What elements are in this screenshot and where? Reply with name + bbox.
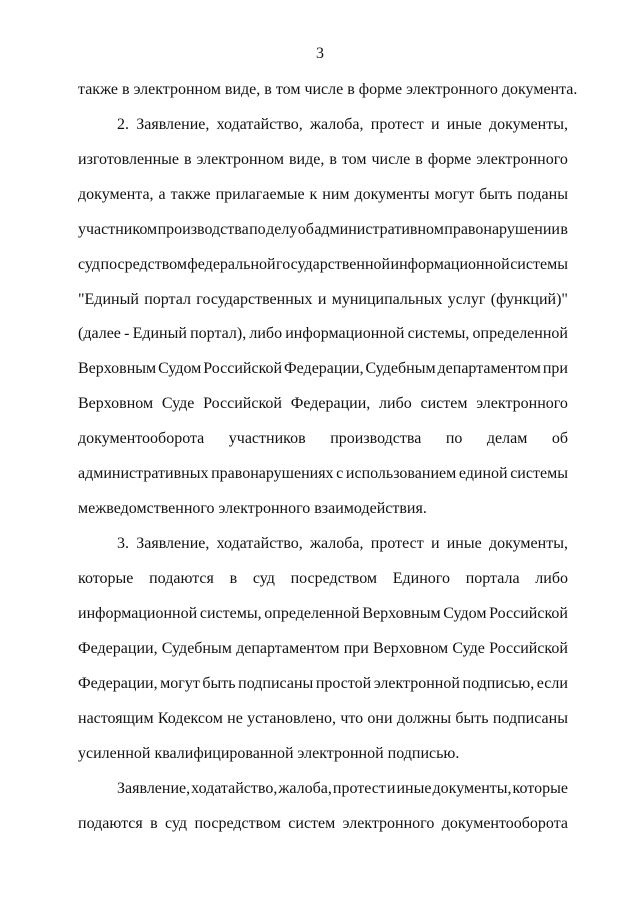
word: участников — [228, 430, 306, 447]
word: и — [430, 535, 440, 552]
word: числе — [371, 151, 411, 168]
word: использованием — [345, 465, 457, 482]
text-line — [78, 464, 568, 484]
word: информационной — [285, 325, 405, 342]
word: системы — [510, 256, 568, 273]
word: что — [340, 710, 364, 727]
word: которые — [512, 780, 568, 797]
word: документа, — [78, 186, 154, 203]
word: либо — [379, 395, 412, 412]
word: Российской — [489, 640, 568, 657]
word: систем — [420, 395, 468, 412]
word: Российской — [203, 395, 282, 412]
word: Единого — [392, 570, 450, 587]
word: правонарушении — [444, 221, 560, 238]
word: могут — [434, 186, 475, 203]
text-line — [117, 115, 568, 135]
word: настоящим — [78, 710, 154, 727]
text-line: также в электронном виде, в том числе в форме электронного документа. — [78, 81, 578, 98]
page-number: 3 — [316, 45, 324, 62]
word: ходатайство, — [191, 780, 278, 797]
word: департаментом — [236, 640, 340, 657]
word: (далее — [78, 325, 121, 342]
word: Судом — [443, 605, 487, 622]
word: суд — [78, 256, 101, 273]
word: информационной — [78, 605, 198, 622]
word: поданы — [517, 186, 568, 203]
word: об — [551, 430, 568, 447]
text-line: межведомственного электронного взаимодействия. — [78, 500, 427, 517]
word: делам — [486, 430, 528, 447]
word: портал), — [190, 325, 247, 342]
word: участником — [78, 221, 158, 238]
word: быть — [202, 675, 236, 692]
text-line — [78, 185, 568, 205]
word: документы, — [488, 116, 568, 133]
word: быть — [479, 186, 513, 203]
text-line — [78, 290, 568, 310]
text-line — [117, 534, 568, 554]
text-line — [78, 814, 568, 834]
word: том — [341, 151, 367, 168]
word: 2. — [117, 116, 129, 133]
word: жалоба, — [278, 780, 332, 797]
word: документы, — [432, 780, 512, 797]
word: виде, — [288, 151, 325, 168]
word: Суде — [452, 640, 485, 657]
word: протест — [332, 780, 386, 797]
word: в — [415, 151, 423, 168]
word: единой — [458, 465, 508, 482]
word: посредством — [194, 815, 281, 832]
word: жалоба, — [310, 116, 364, 133]
text-line — [78, 359, 568, 379]
word: Российской — [203, 360, 283, 377]
word: они — [367, 710, 393, 727]
word: протест — [370, 535, 424, 552]
word: административном — [314, 221, 444, 238]
word: производства — [157, 221, 249, 238]
word: либо — [249, 325, 283, 342]
word: при — [343, 640, 369, 657]
word: форме — [427, 151, 472, 168]
word: систем — [288, 815, 336, 832]
word: Судебным — [161, 640, 232, 657]
word: электронной — [373, 675, 460, 692]
word: простой — [315, 675, 372, 692]
word: должны — [396, 710, 452, 727]
word: Верховным — [362, 605, 441, 622]
word: системы — [510, 465, 568, 482]
word: документы — [354, 186, 430, 203]
word: Судебным — [365, 360, 436, 377]
text-line — [78, 255, 568, 275]
word: портала — [465, 570, 520, 587]
text-line — [78, 429, 568, 449]
text-line — [78, 674, 568, 694]
word: Верховным — [78, 360, 157, 377]
word: в — [150, 815, 158, 832]
word: муниципальных — [331, 291, 443, 308]
word: и — [430, 116, 440, 133]
word: государственной — [276, 256, 391, 273]
word: Российской — [489, 605, 568, 622]
word: и — [386, 780, 396, 797]
word: "Единый — [78, 291, 139, 308]
word: в — [229, 570, 238, 587]
word: не — [227, 710, 243, 727]
text-line — [78, 639, 568, 659]
word: посредством — [100, 256, 187, 273]
text-line — [78, 709, 568, 729]
word: электронного — [342, 815, 435, 832]
word: услуг — [447, 291, 486, 308]
word: быть — [455, 710, 489, 727]
word: Верховном — [373, 640, 449, 657]
word: подаются — [78, 815, 143, 832]
word: Верховном — [78, 395, 154, 412]
word: а — [158, 186, 166, 203]
word: при — [542, 360, 568, 377]
word: в — [560, 221, 568, 238]
word: Федерации, — [284, 360, 364, 377]
text-line — [117, 779, 568, 799]
word: Единый — [132, 325, 187, 342]
word: подписью, — [462, 675, 535, 692]
word: подписаны — [238, 675, 314, 692]
word: суд — [165, 815, 188, 832]
word: могут — [160, 675, 200, 692]
word: протест — [370, 116, 424, 133]
word: к — [309, 186, 318, 203]
text-line — [78, 604, 568, 624]
word: ходатайство, — [216, 116, 303, 133]
word: системы, — [407, 325, 470, 342]
word: определенной — [264, 605, 360, 622]
text-line — [78, 394, 568, 414]
word: федеральной — [187, 256, 276, 273]
word: правонарушениях — [211, 465, 334, 482]
word: системы, — [199, 605, 262, 622]
word: документы, — [488, 535, 568, 552]
word: документооборота — [441, 815, 568, 832]
word: (функций)" — [490, 291, 568, 308]
word: суд — [252, 570, 275, 587]
word: подписаны — [492, 710, 568, 727]
word: Федерации, — [78, 675, 158, 692]
word: информационной — [390, 256, 510, 273]
word: Заявление, — [136, 116, 210, 133]
word: ним — [322, 186, 350, 203]
word: иные — [446, 116, 482, 133]
word: Судом — [158, 360, 202, 377]
word: делу — [266, 221, 298, 238]
word: изготовленные — [78, 151, 180, 168]
word: также — [170, 186, 211, 203]
word: прилагаемые — [215, 186, 305, 203]
word: департаментом — [437, 360, 541, 377]
word: подаются — [149, 570, 214, 587]
word: в — [329, 151, 337, 168]
word: Заявление, — [117, 780, 191, 797]
word: Федерации, — [290, 395, 371, 412]
word: Заявление, — [136, 535, 210, 552]
word: которые — [78, 570, 134, 587]
text-line — [78, 569, 568, 589]
word: определенной — [472, 325, 568, 342]
word: установлено, — [247, 710, 337, 727]
word: - — [124, 325, 130, 342]
word: посредством — [290, 570, 378, 587]
word: портал — [144, 291, 191, 308]
text-line — [78, 220, 568, 240]
word: с — [336, 465, 344, 482]
word: производства — [330, 430, 422, 447]
word: административных — [78, 465, 209, 482]
word: в — [184, 151, 192, 168]
word: если — [536, 675, 568, 692]
word: по — [249, 221, 266, 238]
text-line — [78, 150, 568, 170]
word: документооборота — [78, 430, 205, 447]
word: по — [445, 430, 463, 447]
word: Федерации, — [78, 640, 158, 657]
text-line: усиленной квалифицированной электронной подписью. — [78, 745, 460, 762]
word: электронного — [476, 395, 568, 412]
word: жалоба, — [310, 535, 364, 552]
word: иные — [396, 780, 432, 797]
word: 3. — [117, 535, 129, 552]
word: электронном — [196, 151, 284, 168]
word: Суде — [161, 395, 195, 412]
word: ходатайство, — [216, 535, 303, 552]
word: государственных — [196, 291, 313, 308]
word: Кодексом — [157, 710, 223, 727]
word: иные — [446, 535, 482, 552]
text-line — [78, 324, 568, 344]
word: и — [317, 291, 327, 308]
word: либо — [535, 570, 568, 587]
word: об — [297, 221, 314, 238]
word: электронного — [476, 151, 568, 168]
